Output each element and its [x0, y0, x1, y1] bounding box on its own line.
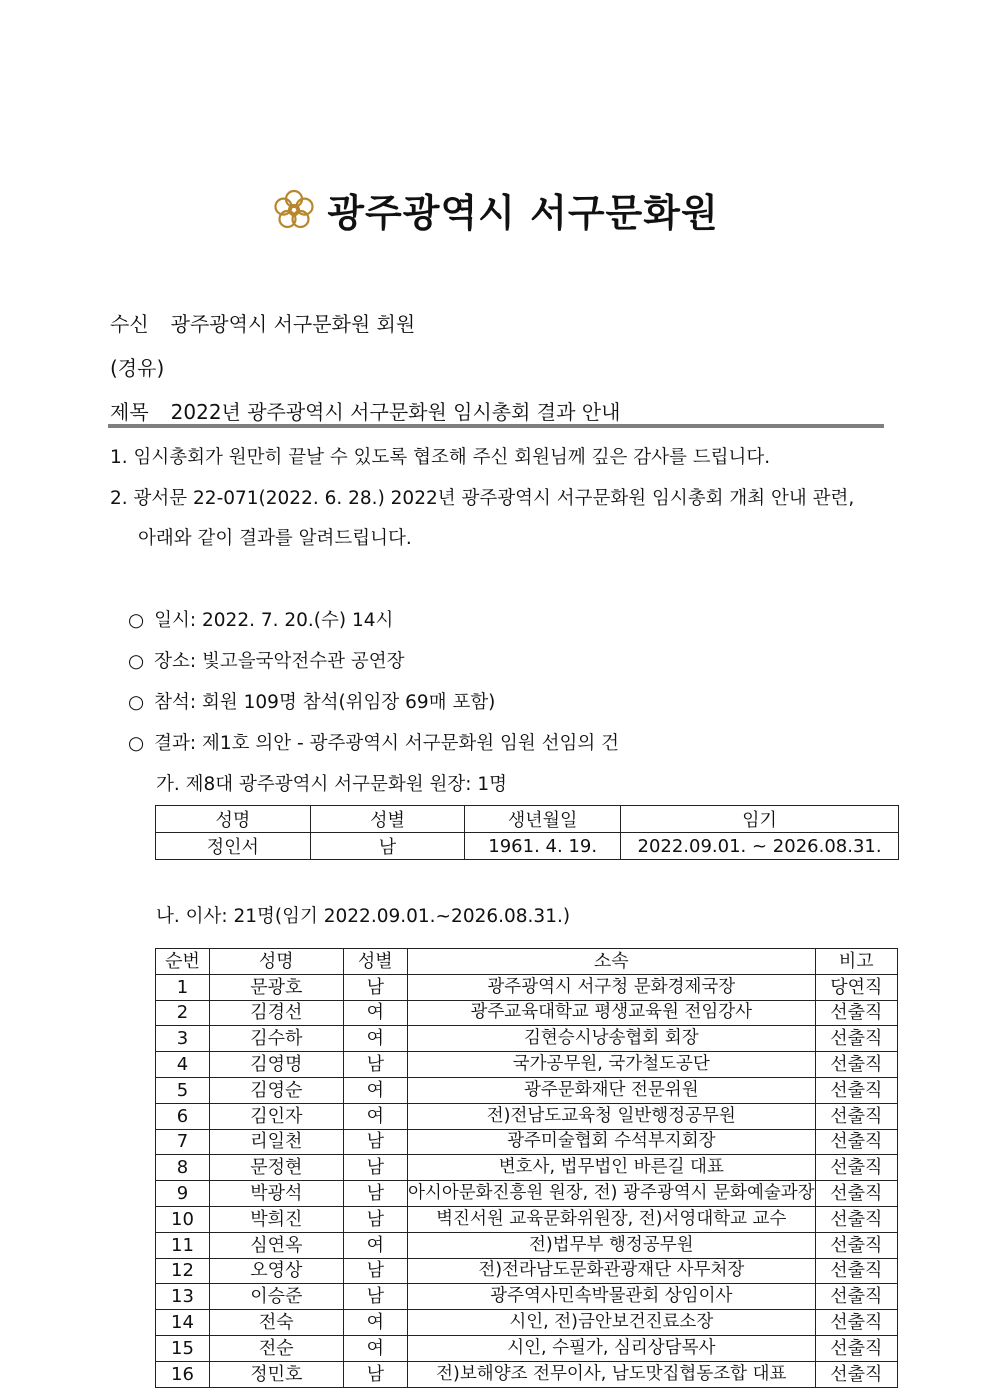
detail-attendance-text: 참석: 회원 109명 참석(위임장 69매 포함)	[154, 692, 496, 713]
table-row	[156, 974, 898, 1000]
table-cell: 여	[343, 1335, 407, 1361]
column-header: 순번	[156, 949, 210, 975]
table-cell: 문정현	[210, 1155, 344, 1181]
table-cell: 변호사, 법무법인 바른길 대표	[408, 1155, 816, 1181]
table-cell: 광주역사민속박물관회 상임이사	[408, 1284, 816, 1310]
directors-table-body	[156, 974, 898, 1387]
table-cell: 국가공무원, 국가철도공단	[408, 1052, 816, 1078]
table-cell: 남	[343, 1155, 407, 1181]
table-cell: 전)전라남도문화관광재단 사무처장	[408, 1258, 816, 1284]
table-cell: 9	[156, 1181, 210, 1207]
org-title: 광주광역시 서구문화원	[327, 191, 719, 235]
table-row	[156, 1077, 898, 1103]
table-cell: 전숙	[210, 1310, 344, 1336]
table-cell: 1	[156, 974, 210, 1000]
table-cell: 선출직	[815, 1000, 897, 1026]
column-header: 성명	[156, 806, 311, 833]
recipient-value: 광주광역시 서구문화원 회원	[170, 312, 416, 336]
table-cell: 광주교육대학교 평생교육원 전임강사	[408, 1000, 816, 1026]
table-cell: 시인, 수필가, 심리상담목사	[408, 1335, 816, 1361]
table-cell: 심연옥	[210, 1232, 344, 1258]
table-cell: 시인, 전)금안보건진료소장	[408, 1310, 816, 1336]
bullet-mark: ○	[128, 651, 145, 672]
table-cell: 광주미술협회 수석부지회장	[408, 1129, 816, 1155]
table-row	[156, 833, 899, 860]
table-row	[156, 1310, 898, 1336]
table-cell: 김경선	[210, 1000, 344, 1026]
table-cell: 정인서	[156, 833, 311, 860]
table-cell: 3	[156, 1026, 210, 1052]
bullet-mark: ○	[128, 733, 145, 754]
table-cell: 남	[343, 1361, 407, 1387]
flower-emblem-icon	[271, 187, 317, 233]
table-cell: 남	[310, 833, 465, 860]
column-header: 생년월일	[465, 806, 621, 833]
table-cell: 1961. 4. 19.	[465, 833, 621, 860]
paragraph-2-line-2: 아래와 같이 결과를 알려드립니다.	[138, 528, 412, 549]
table-cell: 리일천	[210, 1129, 344, 1155]
table-cell: 김인자	[210, 1103, 344, 1129]
table-row	[156, 1155, 898, 1181]
table-row	[156, 1103, 898, 1129]
table-cell: 여	[343, 1077, 407, 1103]
table-cell: 선출직	[815, 1129, 897, 1155]
bullet-mark: ○	[128, 610, 145, 631]
column-header: 비고	[815, 949, 897, 975]
table-cell: 전)전남도교육청 일반행정공무원	[408, 1103, 816, 1129]
president-heading: 가. 제8대 광주광역시 서구문화원 원장: 1명	[156, 774, 507, 795]
table-cell: 선출직	[815, 1258, 897, 1284]
subject-line	[110, 396, 620, 425]
table-row	[156, 1232, 898, 1258]
table-cell: 남	[343, 1052, 407, 1078]
table-header-row	[156, 806, 899, 833]
table-row	[156, 1052, 898, 1078]
table-cell: 이승준	[210, 1284, 344, 1310]
table-cell: 6	[156, 1103, 210, 1129]
table-cell: 김영순	[210, 1077, 344, 1103]
table-cell: 광주광역시 서구청 문화경제국장	[408, 974, 816, 1000]
table-row	[156, 1284, 898, 1310]
table-cell: 7	[156, 1129, 210, 1155]
table-cell: 선출직	[815, 1026, 897, 1052]
column-header: 성별	[343, 949, 407, 975]
table-cell: 여	[343, 1310, 407, 1336]
table-cell: 남	[343, 1206, 407, 1232]
detail-place	[128, 647, 404, 673]
table-cell: 10	[156, 1206, 210, 1232]
table-cell: 전)보해양조 전무이사, 남도맛집협동조합 대표	[408, 1361, 816, 1387]
table-cell: 14	[156, 1310, 210, 1336]
table-cell: 정민호	[210, 1361, 344, 1387]
letterhead	[0, 182, 990, 237]
subject-divider	[108, 424, 884, 428]
table-cell: 선출직	[815, 1155, 897, 1181]
table-row	[156, 1181, 898, 1207]
table-cell: 남	[343, 974, 407, 1000]
subject-label: 제목	[110, 400, 149, 424]
table-row	[156, 1026, 898, 1052]
paragraph-2-line-1: 2. 광서문 22-071(2022. 6. 28.) 2022년 광주광역시 서구문화원 임시총회 개최 안내 관련,	[110, 488, 855, 509]
detail-attendance	[128, 688, 495, 714]
table-row	[156, 1335, 898, 1361]
table-cell: 전순	[210, 1335, 344, 1361]
bullet-mark: ○	[128, 692, 145, 713]
table-cell: 선출직	[815, 1284, 897, 1310]
table-cell: 오영상	[210, 1258, 344, 1284]
table-cell: 선출직	[815, 1361, 897, 1387]
table-cell: 김수하	[210, 1026, 344, 1052]
recipient-line	[110, 308, 415, 337]
table-cell: 선출직	[815, 1181, 897, 1207]
president-table	[155, 805, 899, 860]
table-cell: 김영명	[210, 1052, 344, 1078]
detail-place-text: 장소: 빛고을국악전수관 공연장	[154, 651, 405, 672]
table-cell: 남	[343, 1129, 407, 1155]
table-cell: 8	[156, 1155, 210, 1181]
table-cell: 전)법무부 행정공무원	[408, 1232, 816, 1258]
table-row	[156, 1129, 898, 1155]
via-line: (경유)	[110, 356, 165, 380]
table-cell: 아시아문화진흥원 원장, 전) 광주광역시 문화예술과장	[408, 1181, 816, 1207]
table-cell: 선출직	[815, 1103, 897, 1129]
table-cell: 5	[156, 1077, 210, 1103]
table-cell: 12	[156, 1258, 210, 1284]
recipient-label: 수신	[110, 312, 149, 336]
table-cell: 박희진	[210, 1206, 344, 1232]
subject-value: 2022년 광주광역시 서구문화원 임시총회 결과 안내	[170, 400, 621, 424]
table-cell: 선출직	[815, 1232, 897, 1258]
table-header-row	[156, 949, 898, 975]
directors-table	[155, 948, 898, 1388]
table-cell: 문광호	[210, 974, 344, 1000]
detail-result-text: 결과: 제1호 의안 - 광주광역시 서구문화원 임원 선임의 건	[154, 733, 620, 754]
detail-result	[128, 729, 619, 755]
directors-heading: 나. 이사: 21명(임기 2022.09.01.~2026.08.31.)	[156, 906, 571, 927]
table-cell: 남	[343, 1181, 407, 1207]
table-cell: 15	[156, 1335, 210, 1361]
table-row	[156, 1206, 898, 1232]
table-row	[156, 1000, 898, 1026]
column-header: 성별	[310, 806, 465, 833]
table-cell: 여	[343, 1026, 407, 1052]
table-row	[156, 1258, 898, 1284]
table-cell: 4	[156, 1052, 210, 1078]
paragraph-1: 1. 임시총회가 원만히 끝날 수 있도록 협조해 주신 회원님께 깊은 감사를 드립니다.	[110, 447, 771, 468]
table-cell: 당연직	[815, 974, 897, 1000]
table-cell: 김현승시낭송협회 회장	[408, 1026, 816, 1052]
column-header: 성명	[210, 949, 344, 975]
detail-date-text: 일시: 2022. 7. 20.(수) 14시	[154, 610, 394, 631]
table-cell: 16	[156, 1361, 210, 1387]
table-cell: 선출직	[815, 1077, 897, 1103]
table-cell: 여	[343, 1000, 407, 1026]
detail-date	[128, 606, 393, 632]
table-cell: 남	[343, 1258, 407, 1284]
table-cell: 11	[156, 1232, 210, 1258]
table-cell: 벽진서원 교육문화위원장, 전)서영대학교 교수	[408, 1206, 816, 1232]
table-cell: 선출직	[815, 1335, 897, 1361]
table-cell: 선출직	[815, 1310, 897, 1336]
table-cell: 광주문화재단 전문위원	[408, 1077, 816, 1103]
column-header: 임기	[621, 806, 899, 833]
table-cell: 선출직	[815, 1052, 897, 1078]
table-row	[156, 1361, 898, 1387]
table-cell: 2	[156, 1000, 210, 1026]
table-cell: 2022.09.01. ~ 2026.08.31.	[621, 833, 899, 860]
table-cell: 남	[343, 1284, 407, 1310]
table-cell: 13	[156, 1284, 210, 1310]
table-cell: 선출직	[815, 1206, 897, 1232]
table-cell: 여	[343, 1103, 407, 1129]
table-cell: 박광석	[210, 1181, 344, 1207]
table-cell: 여	[343, 1232, 407, 1258]
column-header: 소속	[408, 949, 816, 975]
